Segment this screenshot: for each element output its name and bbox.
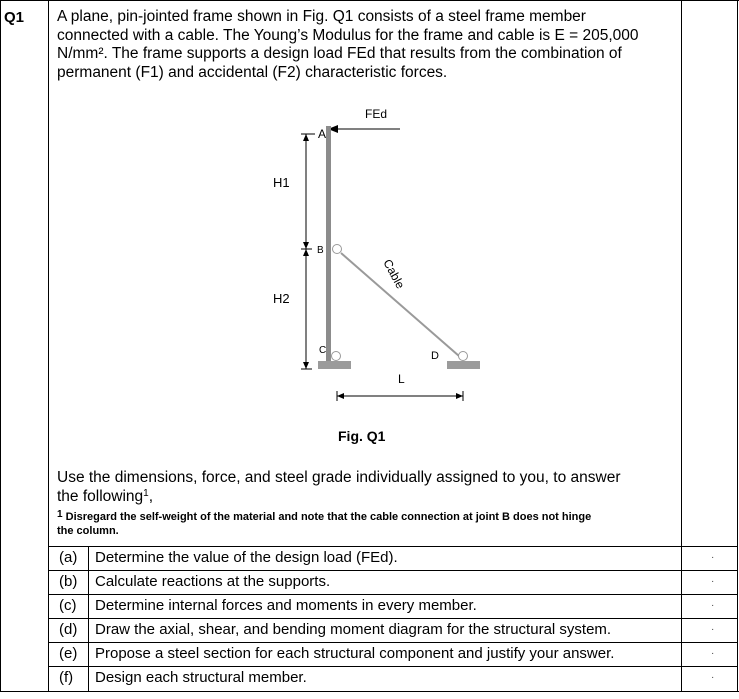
instruction-line-text: the following	[57, 487, 144, 505]
part-letter: (d)	[59, 621, 78, 638]
parts-row-line	[48, 666, 738, 667]
h2-label: H2	[273, 291, 290, 306]
cable-label: Cable	[380, 256, 408, 292]
mark-cell: ·	[711, 576, 715, 587]
part-text: Determine internal forces and moments in every member.	[95, 597, 477, 614]
node-d-label: D	[431, 350, 439, 362]
intro-line: N/mm². The frame supports a design load FEd that results from the combination of	[57, 45, 622, 62]
note-line: Disregard the self-weight of the material and note that the cable connection at joint B does not hinge	[65, 511, 592, 523]
mark-cell: ·	[711, 552, 715, 563]
parts-row-line	[48, 594, 738, 595]
node-b-label: B	[317, 245, 324, 256]
part-letter: (b)	[59, 573, 78, 590]
h1-label: H1	[273, 175, 290, 190]
support-c-icon	[318, 361, 351, 369]
part-text: Calculate reactions at the supports.	[95, 573, 331, 590]
mark-cell: ·	[711, 648, 715, 659]
intro-line: permanent (F1) and accidental (F2) characteristic forces.	[57, 63, 448, 81]
mark-cell: ·	[711, 600, 715, 611]
footnote	[57, 511, 591, 538]
footnote-mark: 1	[57, 509, 63, 520]
part-text: Propose a steel section for each structural component and justify your answer.	[95, 645, 615, 662]
pin-d-icon	[459, 352, 468, 361]
instruction-line: Use the dimensions, force, and steel grade individually assigned to you, to answer	[57, 469, 621, 486]
figure-caption: Fig. Q1	[338, 428, 386, 444]
intro-line: connected with a cable. The Young’s Modulus for the frame and cable is E = 205,000	[57, 26, 639, 44]
part-letter: (a)	[59, 549, 78, 566]
node-a-label: A	[318, 127, 327, 141]
parts-row-line	[48, 618, 738, 619]
note-line: the column.	[57, 524, 119, 537]
pin-c-icon	[332, 352, 341, 361]
node-c-label: C	[319, 345, 327, 356]
part-text: Design each structural member.	[95, 669, 307, 686]
parts-row-line	[48, 642, 738, 643]
load-label: FEd	[365, 107, 388, 121]
parts-col-divider	[88, 546, 89, 692]
support-d-icon	[447, 361, 480, 369]
pin-b-icon	[333, 245, 342, 254]
instructions-text	[57, 469, 621, 506]
part-letter: (c)	[59, 597, 77, 614]
footnote-ref: 1	[143, 487, 149, 499]
part-text: Determine the value of the design load (FEd).	[95, 549, 398, 566]
span-label: L	[398, 372, 405, 386]
intro-line: A plane, pin-jointed frame shown in Fig. Q1 consists of a steel frame member	[57, 8, 586, 25]
part-text: Draw the axial, shear, and bending moment diagram for the structural system.	[95, 621, 612, 638]
mark-cell: ·	[711, 672, 715, 683]
question-label: Q1	[4, 9, 25, 26]
parts-row-line	[48, 570, 738, 571]
instruction-line: the following$^1$,	[57, 487, 154, 505]
parts-row-line	[48, 546, 738, 547]
part-letter: (e)	[59, 645, 78, 662]
table-border-bottom	[0, 691, 739, 692]
part-letter: (f)	[59, 669, 74, 686]
mark-cell: ·	[711, 624, 715, 635]
column-member	[326, 126, 331, 362]
